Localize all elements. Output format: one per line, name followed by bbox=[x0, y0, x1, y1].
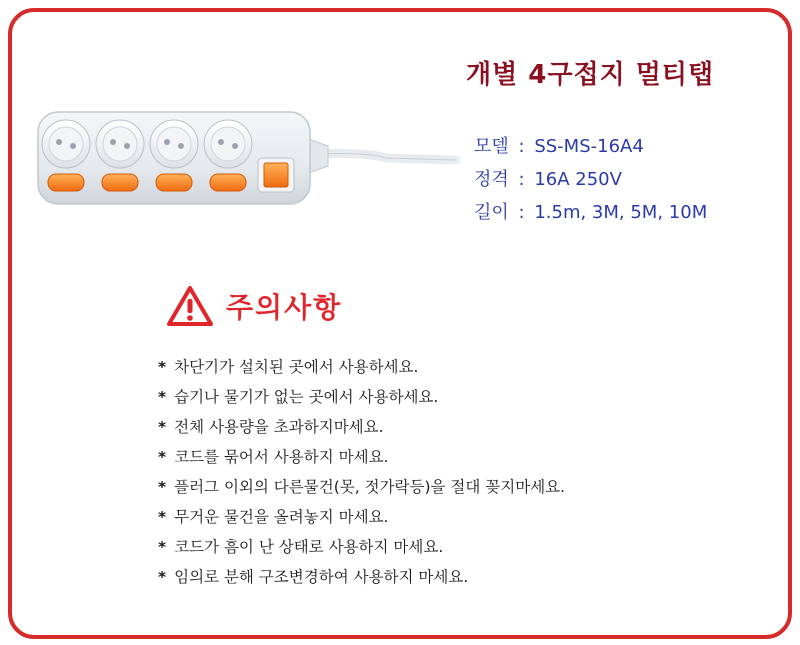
caution-list bbox=[158, 352, 565, 592]
bullet: * bbox=[158, 418, 167, 436]
spec-label: 모델 bbox=[474, 136, 509, 157]
spec-row-rating bbox=[474, 163, 707, 196]
list-item bbox=[158, 382, 565, 412]
caution-heading bbox=[166, 282, 342, 330]
product-title: 개별 4구접지 멀티탭 bbox=[466, 60, 715, 90]
list-item bbox=[158, 502, 565, 532]
spec-list bbox=[474, 130, 707, 229]
power-strip-image bbox=[36, 108, 476, 218]
note-text: 습기나 물기가 없는 곳에서 사용하세요. bbox=[174, 388, 439, 406]
caution-title: 주의사항 bbox=[226, 291, 343, 324]
note-text: 차단기가 설치된 곳에서 사용하세요. bbox=[174, 358, 419, 376]
spec-separator: : bbox=[518, 169, 525, 190]
note-text: 무거운 물건을 올려놓지 마세요. bbox=[174, 508, 389, 526]
list-item bbox=[158, 352, 565, 382]
bullet: * bbox=[158, 448, 167, 466]
spec-value: SS-MS-16A4 bbox=[534, 136, 644, 157]
bullet: * bbox=[158, 358, 167, 376]
note-text: 코드가 흠이 난 상태로 사용하지 마세요. bbox=[174, 538, 444, 556]
spec-separator: : bbox=[518, 136, 525, 157]
spec-label: 정격 bbox=[474, 169, 509, 190]
note-text: 플러그 이외의 다른물건(못, 젓가락등)을 절대 꽂지마세요. bbox=[174, 478, 566, 496]
bullet: * bbox=[158, 508, 167, 526]
list-item bbox=[158, 412, 565, 442]
spec-row-model bbox=[474, 130, 707, 163]
bullet: * bbox=[158, 568, 167, 586]
spec-row-length bbox=[474, 196, 707, 229]
bullet: * bbox=[158, 478, 167, 496]
note-text: 임의로 분해 구조변경하여 사용하지 마세요. bbox=[174, 568, 469, 586]
note-text: 전체 사용량을 초과하지마세요. bbox=[174, 418, 384, 436]
spec-separator: : bbox=[518, 202, 525, 223]
list-item bbox=[158, 562, 565, 592]
spec-value: 16A 250V bbox=[534, 169, 622, 190]
warning-triangle-icon bbox=[166, 284, 214, 328]
list-item bbox=[158, 442, 565, 472]
list-item bbox=[158, 532, 565, 562]
list-item bbox=[158, 472, 565, 502]
spec-label: 길이 bbox=[474, 202, 509, 223]
note-text: 코드를 묶어서 사용하지 마세요. bbox=[174, 448, 389, 466]
bullet: * bbox=[158, 538, 167, 556]
bullet: * bbox=[158, 388, 167, 406]
spec-value: 1.5m, 3M, 5M, 10M bbox=[534, 202, 708, 223]
